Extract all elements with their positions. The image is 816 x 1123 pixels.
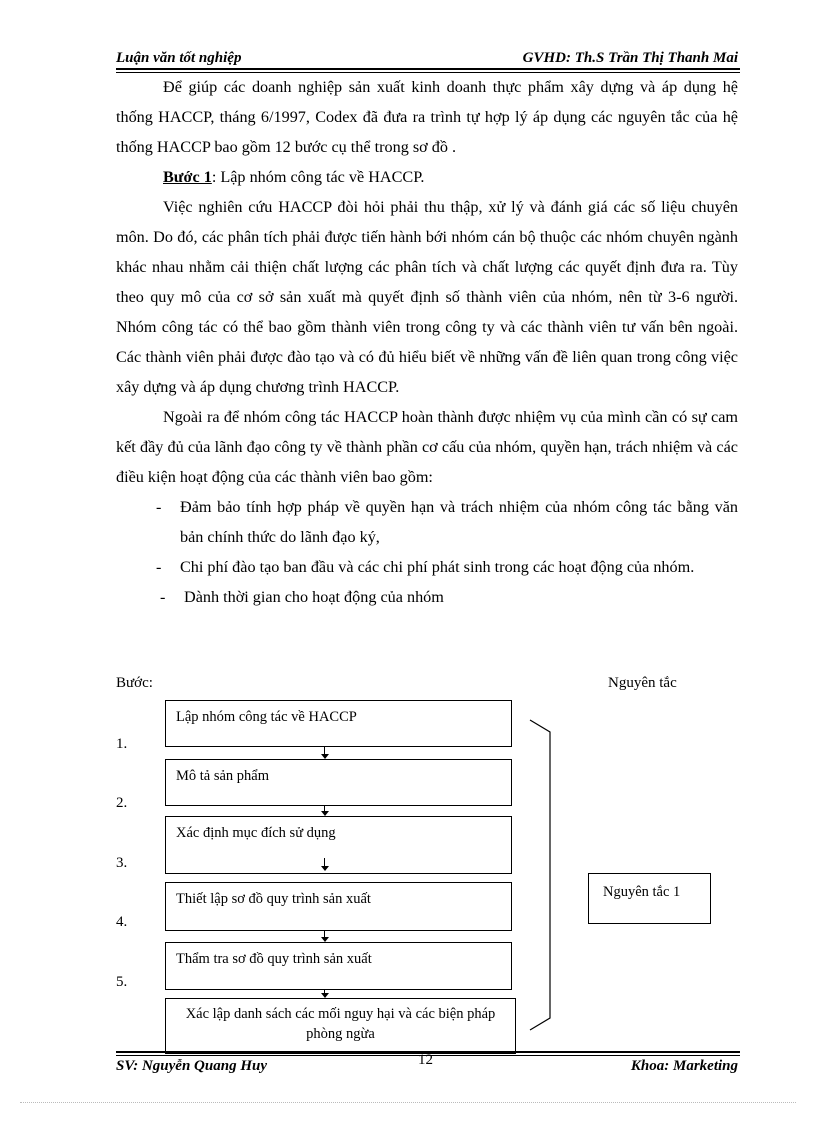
step1-text: : Lập nhóm công tác về HACCP. bbox=[211, 168, 425, 186]
step-number: 2. bbox=[116, 795, 128, 811]
requirements-list bbox=[116, 492, 738, 612]
commitment-paragraph: Ngoài ra để nhóm công tác HACCP hoàn thành được nhiệm vụ của mình cần có sự cam kết đầy đủ của lãnh đạo công ty về thành phần cơ cấu của nhóm, quyền hạn, trách nhiệm và các điều kiện hoạt động của các thành viên bao gồm: bbox=[116, 408, 738, 486]
bullet-dash: - bbox=[156, 498, 162, 516]
list-item bbox=[116, 492, 738, 552]
list-item-text: Chi phí đào tạo ban đầu và các chi phí phát sinh trong các hoạt động của nhóm. bbox=[180, 558, 695, 576]
step-number: 1. bbox=[116, 736, 128, 752]
list-item-text: Dành thời gian cho hoạt động của nhóm bbox=[184, 588, 444, 606]
bullet-dash: - bbox=[160, 588, 166, 606]
step-number: 4. bbox=[116, 914, 128, 930]
body-text bbox=[116, 72, 738, 612]
grouping-bracket bbox=[528, 718, 554, 1034]
header-advisor: GVHD: Th.S Trần Thị Thanh Mai bbox=[522, 50, 738, 66]
steps-label: Bước: bbox=[116, 675, 153, 691]
bullet-dash: - bbox=[156, 558, 162, 576]
step1-label: Bước 1 bbox=[163, 168, 212, 186]
flow-box-step1: Lập nhóm công tác về HACCP bbox=[165, 700, 512, 747]
step-number: 3. bbox=[116, 855, 128, 871]
step1-heading bbox=[116, 162, 738, 192]
list-item bbox=[116, 582, 738, 612]
list-item bbox=[116, 552, 738, 582]
flow-box-step4: Thiết lập sơ đồ quy trình sản xuất bbox=[165, 882, 512, 931]
team-paragraph: Việc nghiên cứu HACCP đòi hỏi phải thu thập, xử lý và đánh giá các số liệu chuyên môn. Do đó, các phân tích phải được tiến hành bới nhóm cán bộ thuộc các nhóm chuyên ngành khác nhau nhằm cải thiện chất lượng các phân tích và chất lượng các quyết định đưa ra. Tùy theo quy mô của cơ sở sản xuất mà quyết định số thành viên của nhóm, nên từ 3-6 người. Nhóm công tác có thể bao gồm thành viên trong công ty và các thành viên tư vấn bên ngoài. Các thành viên phải được đào tạo và có đủ hiểu biết về những vấn đề liên quan trong công việc xây dựng và áp dụng chương trình HACCP. bbox=[116, 198, 738, 396]
header-thesis-title: Luận văn tốt nghiệp bbox=[116, 50, 242, 66]
footer-student: SV: Nguyễn Quang Huy bbox=[116, 1058, 267, 1074]
intro-paragraph: Để giúp các doanh nghiệp sản xuất kinh doanh thực phẩm xây dựng và áp dụng hệ thống HACCP, tháng 6/1997, Codex đã đưa ra trình tự hợp lý áp dụng các nguyên tắc của hệ thống HACCP bao gồm 12 bước cụ thể trong sơ đồ . bbox=[116, 78, 738, 156]
page-number: 12 bbox=[418, 1052, 433, 1068]
flow-box-step2: Mô tả sản phẩm bbox=[165, 759, 512, 806]
page-edge-divider bbox=[20, 1102, 796, 1103]
footer-faculty: Khoa: Marketing bbox=[630, 1058, 738, 1074]
principles-label: Nguyên tắc bbox=[608, 675, 677, 691]
header-rule bbox=[116, 68, 740, 70]
principle-box-1: Nguyên tắc 1 bbox=[588, 873, 711, 924]
flow-box-step3: Xác định mục đích sử dụng bbox=[165, 816, 512, 874]
flow-box-step6: Xác lập danh sách các mối nguy hại và các biện pháp phòng ngừa bbox=[165, 998, 516, 1054]
flow-box-step5: Thẩm tra sơ đồ quy trình sản xuất bbox=[165, 942, 512, 990]
list-item-text: Đảm bảo tính hợp pháp về quyền hạn và trách nhiệm của nhóm công tác bằng văn bản chính thức do lãnh đạo ký, bbox=[180, 498, 738, 546]
step-number: 5. bbox=[116, 974, 128, 990]
